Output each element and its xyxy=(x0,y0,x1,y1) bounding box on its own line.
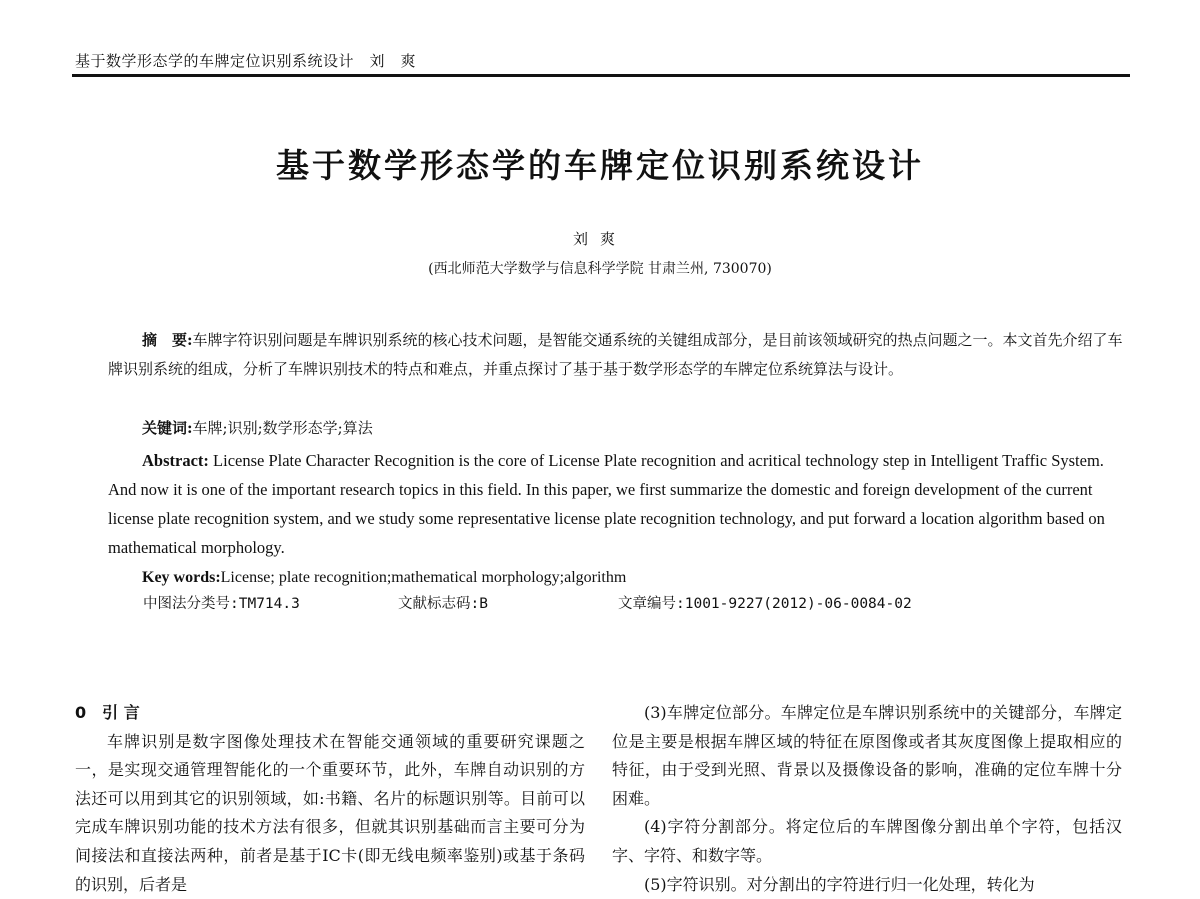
right-column xyxy=(612,699,1122,899)
document-code: 文献标志码:B xyxy=(398,596,488,612)
left-column xyxy=(75,699,585,899)
section-heading: 0 引 言 xyxy=(75,703,140,722)
abstract-en xyxy=(108,446,1128,562)
abstract-en-label: Abstract: xyxy=(142,451,209,470)
paragraph: (4)字符分割部分。将定位后的车牌图像分割出单个字符，包括汉字、字符、和数字等。 xyxy=(612,817,1122,865)
paper-title: 基于数学形态学的车牌定位识别系统设计 xyxy=(276,146,924,185)
keywords-en-text: License; plate recognition;mathematical morphology;algorithm xyxy=(220,569,627,586)
paragraph: 车牌识别是数字图像处理技术在智能交通领域的重要研究课题之一，是实现交通管理智能化的一个重要环节，此外，车牌自动识别的方法还可以用到其它的识别领域，如:书籍、名片的标题识别等。目前可以完成车牌识别功能的技术方法有很多，但就其识别基础而言主要可分为间接法和直接法两种，前者是基于IC卡(即无线电频率鉴别)或基于条码的识别，后者是 xyxy=(75,731,585,894)
author: 刘爽 xyxy=(572,230,627,248)
header-rule xyxy=(72,74,1130,77)
keywords-cn-label: 关键词: xyxy=(142,419,193,437)
abstract-en-text: License Plate Character Recognition is the core of License Plate recognition and acritical technology step in Intelligent Traffic System. And now it is one of the important research topics in this field. In this paper, we first summarize the domestic and foreign development of the current license plate recognition system, and we study some representative license plate recognition technology, and put forward a location algorithm based on mathematical morphology. xyxy=(108,451,1105,557)
affiliation: (西北师范大学数学与信息科学学院 甘肃兰州, 730070) xyxy=(428,261,772,277)
paragraph: (3)车牌定位部分。车牌定位是车牌识别系统中的关键部分，车牌定位是主要是根据车牌区域的特征在原图像或者其灰度图像上提取相应的特征，由于受到光照、背景以及摄像设备的影响，准确的定位车牌十分困难。 xyxy=(612,703,1122,808)
keywords-en xyxy=(108,563,1128,592)
article-number: 文章编号:1001-9227(2012)-06-0084-02 xyxy=(618,596,912,612)
paragraph: (5)字符识别。对分割出的字符进行归一化处理，转化为 xyxy=(644,874,1035,894)
running-header: 基于数学形态学的车牌定位识别系统设计 刘 爽 xyxy=(75,52,417,70)
abstract-cn xyxy=(108,326,1128,384)
keywords-cn-text: 车牌;识别;数学形态学;算法 xyxy=(192,419,373,437)
abstract-cn-text: 车牌字符识别问题是车牌识别系统的核心技术问题，是智能交通系统的关键组成部分，是目前该领域研究的热点问题之一。本文首先介绍了车牌识别系统的组成，分析了车牌识别技术的特点和难点，并重点探讨了基于基于数学形态学的车牌定位系统算法与设计。 xyxy=(108,331,1123,378)
clc-number: 中图法分类号:TM714.3 xyxy=(143,596,300,612)
keywords-cn xyxy=(108,414,1128,443)
abstract-cn-label: 摘 要: xyxy=(142,331,193,349)
keywords-en-label: Key words: xyxy=(142,569,221,586)
